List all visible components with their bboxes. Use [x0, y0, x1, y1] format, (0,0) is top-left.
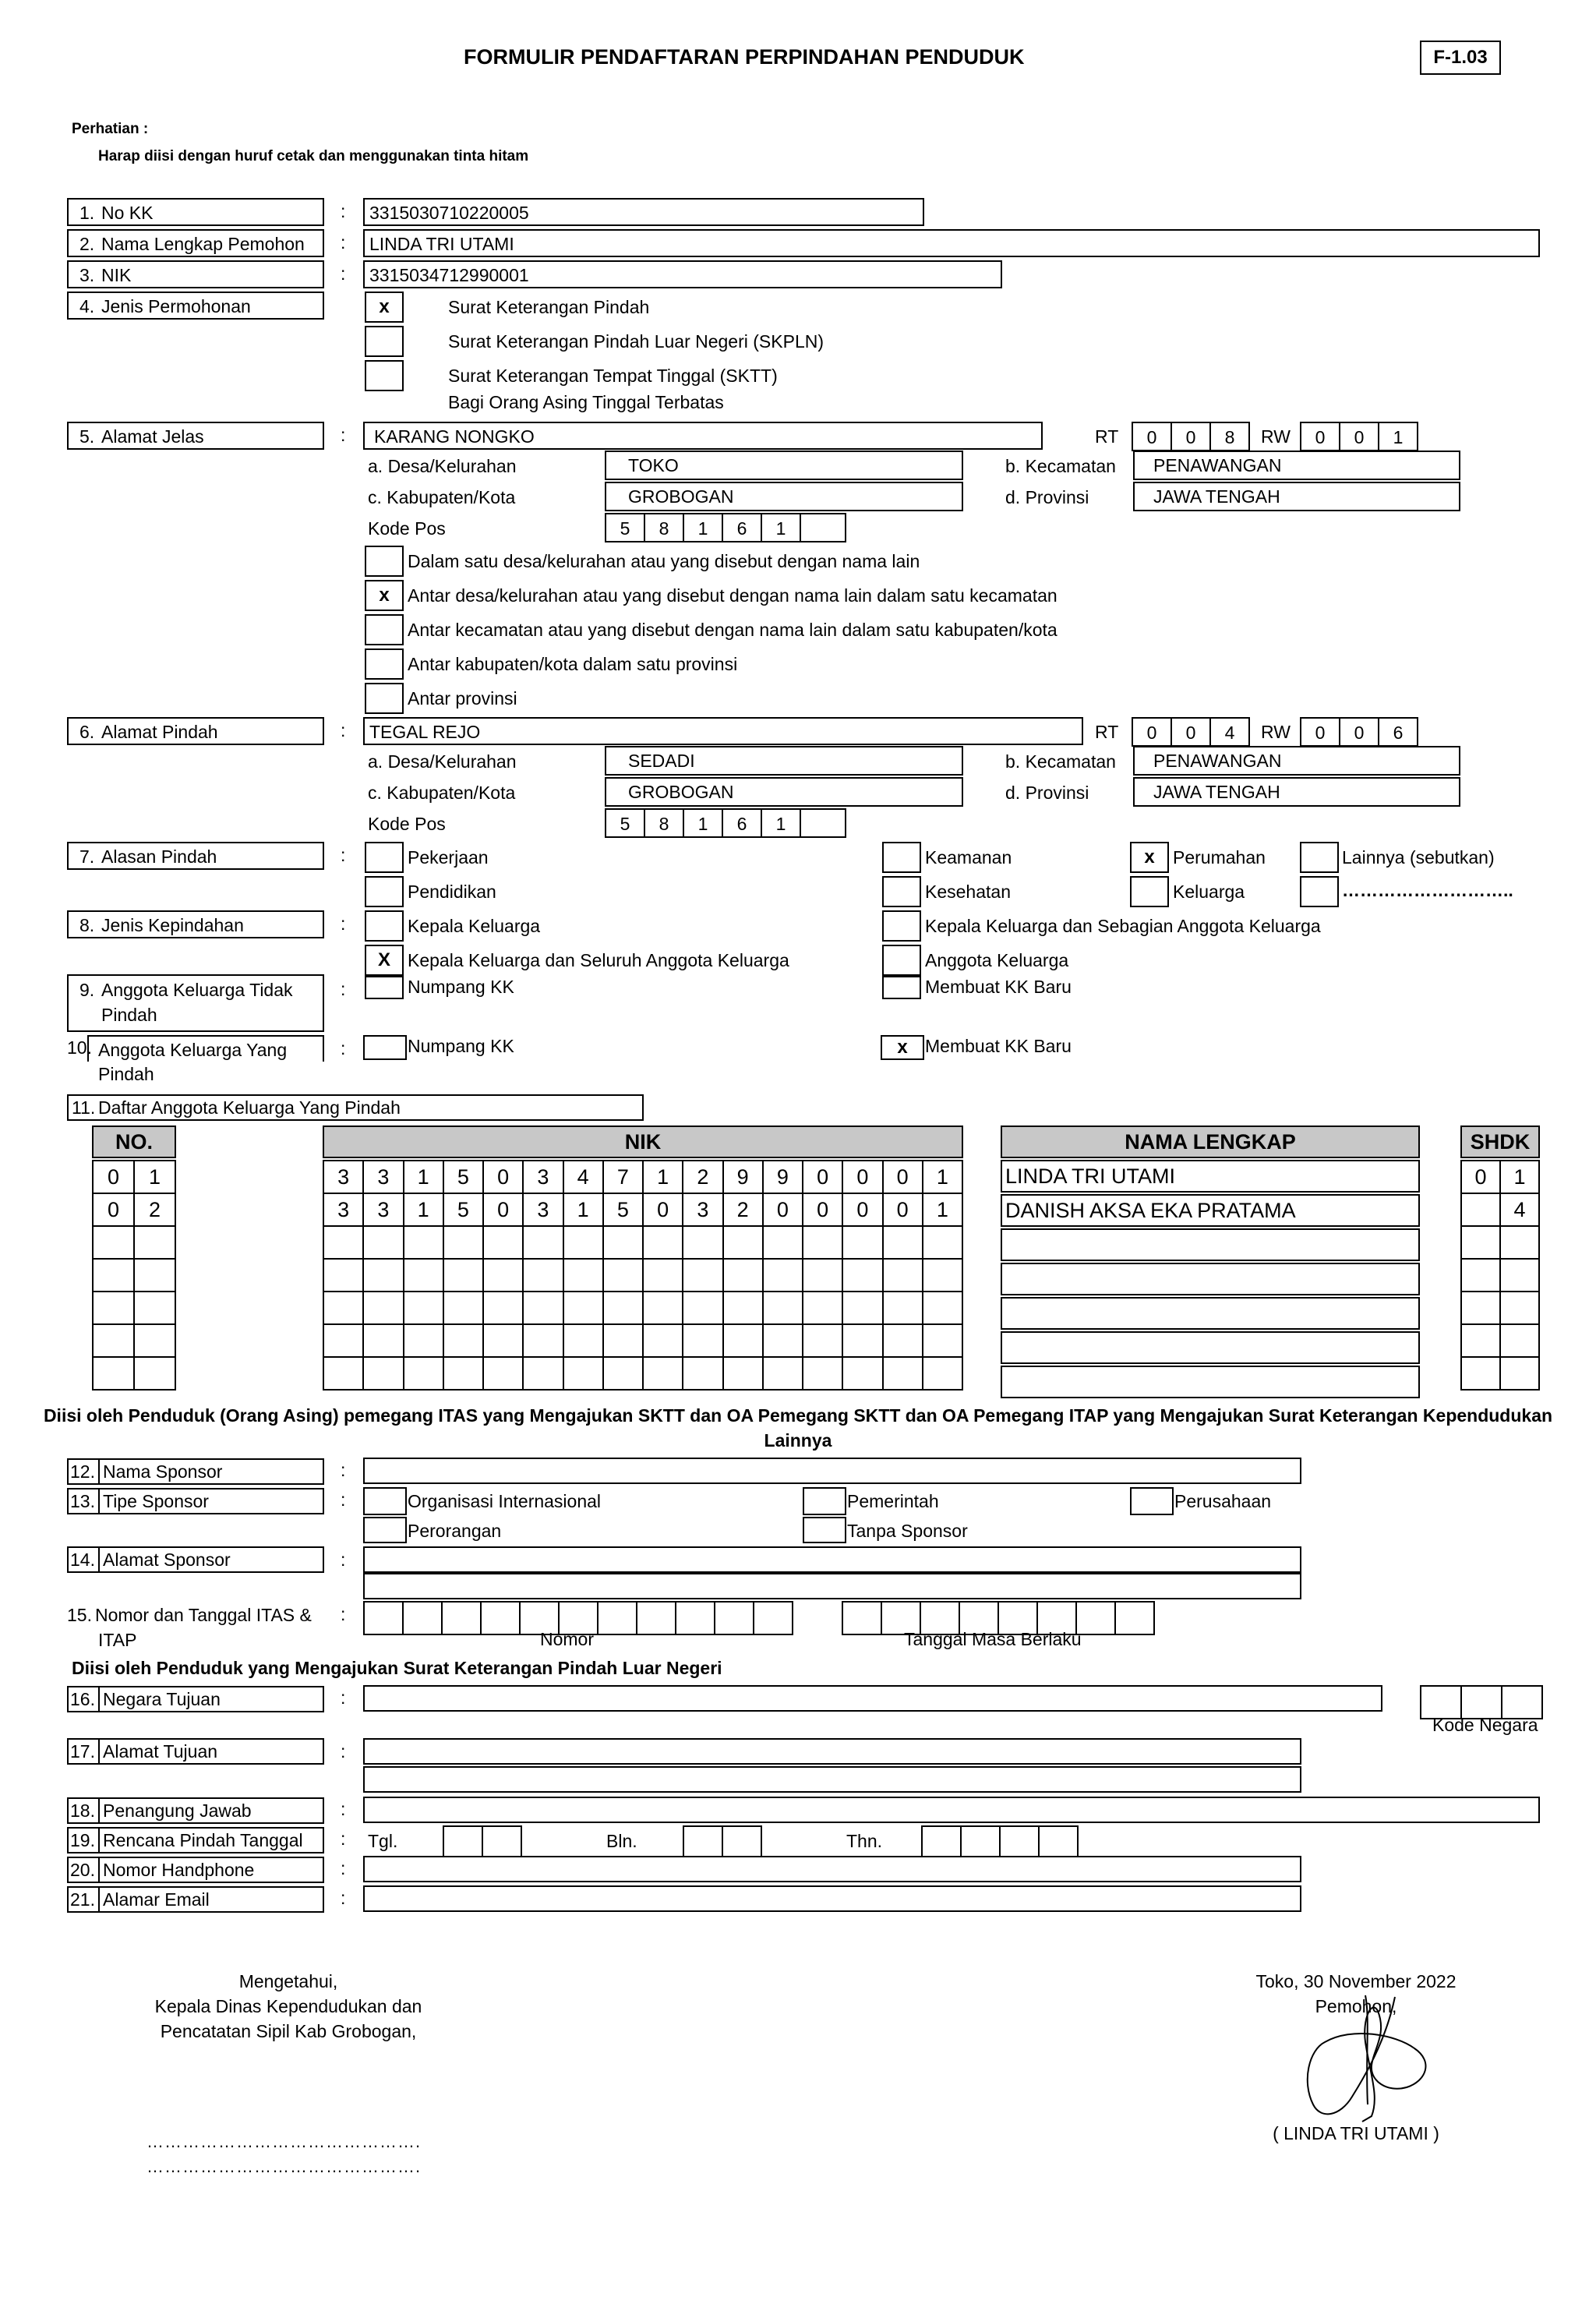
provinsi-field[interactable]: JAWA TENGAH: [1133, 482, 1460, 511]
rt-digit[interactable]: 8: [1209, 422, 1250, 451]
table-header-no: NO.: [92, 1125, 176, 1158]
option-organisasi: Organisasi Internasional: [408, 1491, 602, 1511]
kodepos-digit[interactable]: 1: [761, 513, 801, 542]
klasifikasi-option: Antar desa/kelurahan atau yang disebut dengan nama lain dalam satu kecamatan: [408, 585, 1058, 606]
checkbox-kk-sebagian[interactable]: [882, 910, 921, 942]
option-membuat-kk-2: Membuat KK Baru: [925, 1036, 1072, 1056]
provinsi-field[interactable]: JAWA TENGAH: [1133, 777, 1460, 807]
alamat-sponsor-field[interactable]: [363, 1546, 1301, 1573]
checkbox-numpang-kk-2[interactable]: [363, 1035, 407, 1060]
option-tanpa-sponsor: Tanpa Sponsor: [847, 1521, 968, 1541]
kodepos-digit[interactable]: [800, 513, 846, 542]
nik-field[interactable]: 3315034712990001: [363, 260, 1002, 288]
checkbox-lainnya-2[interactable]: [1300, 876, 1339, 907]
thn-label: Thn.: [846, 1831, 883, 1851]
email-field[interactable]: [363, 1885, 1301, 1912]
rt-digit[interactable]: 4: [1209, 717, 1250, 747]
kecamatan-field[interactable]: PENAWANGAN: [1133, 746, 1460, 776]
kodepos-digit[interactable]: 5: [605, 513, 645, 542]
table-row: [1461, 1324, 1539, 1357]
field-label-nomor-hp: 20. Nomor Handphone: [67, 1857, 324, 1883]
option-perusahaan: Perusahaan: [1174, 1491, 1272, 1511]
kecamatan-label: b. Kecamatan: [1005, 456, 1116, 476]
kodepos-label: Kode Pos: [368, 518, 446, 539]
bln-label: Bln.: [606, 1831, 637, 1851]
checkbox-kepindahan-2[interactable]: x: [365, 580, 404, 611]
itas-tanggal-label: Tanggal Masa Berlaku: [904, 1629, 1082, 1649]
table-nik-column: [323, 1160, 963, 1391]
field-label-alamat-pindah: 6. Alamat Pindah: [67, 717, 324, 745]
alamat-tujuan-field[interactable]: [363, 1738, 1301, 1765]
table-row: [93, 1259, 175, 1292]
desa-field[interactable]: SEDADI: [605, 746, 963, 776]
option-perumahan: Perumahan: [1173, 847, 1266, 868]
field-label-jenis-kepindahan: 8. Jenis Kepindahan: [67, 910, 324, 938]
option-pemerintah: Pemerintah: [847, 1491, 939, 1511]
checkbox-pemerintah[interactable]: [803, 1487, 846, 1515]
alamat-jelas-field[interactable]: KARANG NONGKO: [363, 422, 1043, 450]
option-keluarga: Keluarga: [1173, 882, 1245, 902]
rw-digit[interactable]: 0: [1300, 717, 1340, 747]
thn-boxes[interactable]: [921, 1825, 1079, 1860]
table-row: 0 2: [93, 1193, 175, 1226]
signature-line-2: ……………………………………….: [147, 2157, 422, 2176]
option-anggota-keluarga: Anggota Keluarga: [925, 950, 1069, 970]
field-label-anggota-pindah: Anggota Keluarga Yang: [87, 1035, 324, 1062]
option-skpln: Surat Keterangan Pindah Luar Negeri (SKPLN): [448, 331, 824, 352]
table-cell-nama[interactable]: [1001, 1331, 1420, 1364]
rt-digit[interactable]: 0: [1132, 717, 1172, 747]
checkbox-membuat-kk[interactable]: [882, 976, 921, 999]
checkbox-keamanan[interactable]: [882, 842, 921, 873]
table-row: [323, 1292, 962, 1324]
desa-label: a. Desa/Kelurahan: [368, 456, 517, 476]
option-kesehatan: Kesehatan: [925, 882, 1011, 902]
signature-image: [1278, 1988, 1442, 2128]
rw-digit[interactable]: 6: [1378, 717, 1418, 747]
table-row: [93, 1324, 175, 1357]
table-row: [1461, 1226, 1539, 1259]
checkbox-surat-pindah[interactable]: x: [365, 292, 404, 323]
form-code: F-1.03: [1420, 41, 1501, 75]
table-row: 4: [1461, 1193, 1539, 1226]
table-row: [323, 1226, 962, 1259]
checkbox-perorangan[interactable]: [363, 1517, 407, 1543]
table-row: [93, 1357, 175, 1390]
alamat-sponsor-field-2[interactable]: [363, 1573, 1301, 1599]
perhatian-label: Perhatian :: [72, 121, 149, 137]
table-row: [1461, 1292, 1539, 1324]
field-label-negara-tujuan: 16. Negara Tujuan: [67, 1686, 324, 1712]
kodepos-digit[interactable]: 1: [683, 513, 723, 542]
field-label-alamat-jelas: 5. Alamat Jelas: [67, 422, 324, 450]
table-row: [323, 1357, 962, 1390]
checkbox-kesehatan[interactable]: [882, 876, 921, 907]
field-label-nik: 3. NIK: [67, 260, 324, 288]
checkbox-numpang-kk[interactable]: [365, 976, 404, 999]
checkbox-kepindahan-1[interactable]: [365, 546, 404, 577]
tgl-boxes[interactable]: [443, 1825, 522, 1860]
bln-boxes[interactable]: [683, 1825, 762, 1860]
kecamatan-field[interactable]: PENAWANGAN: [1133, 451, 1460, 480]
rt-label: RT: [1095, 426, 1119, 447]
field-label-daftar-anggota: 11. Daftar Anggota Keluarga Yang Pindah: [67, 1094, 644, 1121]
desa-field[interactable]: TOKO: [605, 451, 963, 480]
table-cell-nama[interactable]: LINDA TRI UTAMI: [1001, 1160, 1420, 1193]
option-membuat-kk: Membuat KK Baru: [925, 977, 1072, 997]
rt-label: RT: [1095, 722, 1119, 742]
nama-pemohon-field[interactable]: LINDA TRI UTAMI: [363, 229, 1540, 257]
option-keamanan: Keamanan: [925, 847, 1012, 868]
field-label-alamat-sponsor: 14. Alamat Sponsor: [67, 1546, 324, 1573]
rw-label: RW: [1261, 722, 1291, 742]
rt-digit[interactable]: 0: [1132, 422, 1172, 451]
option-pendidikan: Pendidikan: [408, 882, 496, 902]
table-cell-nama[interactable]: [1001, 1263, 1420, 1295]
rw-digit[interactable]: 0: [1300, 422, 1340, 451]
option-lainnya: Lainnya (sebutkan): [1342, 847, 1495, 868]
checkbox-membuat-kk-2[interactable]: x: [881, 1035, 924, 1060]
table-cell-nama[interactable]: [1001, 1366, 1420, 1398]
option-kk-sebagian: Kepala Keluarga dan Sebagian Anggota Keluarga: [925, 916, 1321, 936]
kode-negara-label: Kode Negara: [1432, 1715, 1538, 1735]
checkbox-pendidikan[interactable]: [365, 876, 404, 907]
provinsi-label: d. Provinsi: [1005, 487, 1089, 507]
form-title: FORMULIR PENDAFTARAN PERPINDAHAN PENDUDUK: [464, 45, 1025, 69]
kodepos-digit[interactable]: 5: [605, 808, 645, 838]
kodepos-digit[interactable]: 1: [683, 808, 723, 838]
table-row: [323, 1324, 962, 1357]
kabupaten-field[interactable]: GROBOGAN: [605, 777, 963, 807]
table-row: [1461, 1357, 1539, 1390]
checkbox-skpln[interactable]: [365, 326, 404, 357]
rw-digit[interactable]: 0: [1339, 717, 1379, 747]
kabupaten-label: c. Kabupaten/Kota: [368, 487, 516, 507]
rw-digit[interactable]: 1: [1378, 422, 1418, 451]
asing-note: Diisi oleh Penduduk (Orang Asing) pemegang ITAS yang Mengajukan SKTT dan OA Pemegang SKTT dan OA Pemegang ITAP yang Mengajukan Surat Keterangan Kependudukan: [43, 1405, 1553, 1426]
field-label-anggota-pindah-2: Pindah: [98, 1064, 154, 1084]
penanggung-jawab-field[interactable]: [363, 1797, 1540, 1823]
field-label-rencana-pindah: 19. Rencana Pindah Tanggal: [67, 1827, 324, 1853]
option-numpang-kk: Numpang KK: [408, 977, 514, 997]
klasifikasi-option: Antar kabupaten/kota dalam satu provinsi: [408, 654, 738, 674]
kepala-dinas-text: Kepala Dinas Kependudukan dan: [154, 1996, 422, 2016]
checkbox-kepindahan-3[interactable]: [365, 614, 404, 645]
field-label-tipe-sponsor: 13. Tipe Sponsor: [67, 1488, 324, 1514]
option-surat-pindah: Surat Keterangan Pindah: [448, 297, 650, 317]
checkbox-perumahan[interactable]: x: [1130, 842, 1169, 873]
table-row: [93, 1292, 175, 1324]
checkbox-kepindahan-5[interactable]: [365, 683, 404, 714]
instruction-text: Harap diisi dengan huruf cetak dan menggunakan tinta hitam: [98, 148, 529, 164]
checkbox-kepala-keluarga[interactable]: [365, 910, 404, 942]
table-row: 3 3 1 5 0 3 1 5 0 3 2 0 0 0 0 1: [323, 1193, 962, 1226]
nama-sponsor-field[interactable]: [363, 1458, 1301, 1484]
table-cell-nama[interactable]: DANISH AKSA EKA PRATAMA: [1001, 1194, 1420, 1227]
checkbox-keluarga[interactable]: [1130, 876, 1169, 907]
option-sktt-note: Bagi Orang Asing Tinggal Terbatas: [448, 392, 724, 412]
checkbox-lainnya[interactable]: [1300, 842, 1339, 873]
field-label-no-kk: 1. No KK: [67, 198, 324, 226]
negara-tujuan-field[interactable]: [363, 1685, 1382, 1712]
alamat-pindah-field[interactable]: TEGAL REJO: [363, 717, 1083, 745]
checkbox-perusahaan[interactable]: [1130, 1487, 1174, 1515]
tgl-label: Tgl.: [368, 1831, 398, 1851]
checkbox-kk-seluruh[interactable]: X: [365, 945, 404, 976]
itas-nomor-label: Nomor: [540, 1629, 595, 1649]
provinsi-label: d. Provinsi: [1005, 783, 1089, 803]
place-date-text: Toko, 30 November 2022: [1255, 1971, 1457, 1991]
option-pekerjaan: Pekerjaan: [408, 847, 489, 868]
option-kepala-keluarga: Kepala Keluarga: [408, 916, 541, 936]
kecamatan-label: b. Kecamatan: [1005, 751, 1116, 772]
signature-line-1: ……………………………………….: [147, 2132, 422, 2151]
option-perorangan: Perorangan: [408, 1521, 502, 1541]
checkbox-anggota-keluarga[interactable]: [882, 945, 921, 976]
option-numpang-kk-2: Numpang KK: [408, 1036, 514, 1056]
table-row: [323, 1259, 962, 1292]
asing-note-2: Lainnya: [764, 1430, 832, 1451]
field-label-alasan-pindah: 7. Alasan Pindah: [67, 842, 324, 870]
option-kk-seluruh: Kepala Keluarga dan Seluruh Anggota Keluarga: [408, 950, 789, 970]
rw-label: RW: [1261, 426, 1291, 447]
field-label-email: 21. Alamar Email: [67, 1886, 324, 1913]
kodepos-digit[interactable]: 8: [644, 513, 684, 542]
kodepos-digit[interactable]: 8: [644, 808, 684, 838]
nomor-hp-field[interactable]: [363, 1856, 1301, 1882]
checkbox-tanpa-sponsor[interactable]: [803, 1517, 846, 1543]
kodepos-digit[interactable]: [800, 808, 846, 838]
klasifikasi-option: Antar kecamatan atau yang disebut dengan nama lain dalam satu kabupaten/kota: [408, 620, 1058, 640]
field-label-itas: 15. Nomor dan Tanggal ITAS & ITAP: [67, 1605, 312, 1650]
kabupaten-field[interactable]: GROBOGAN: [605, 482, 963, 511]
pemohon-label: Pemohon,: [1315, 1996, 1397, 2016]
field-label-alamat-tujuan: 17. Alamat Tujuan: [67, 1738, 324, 1765]
table-row: [93, 1226, 175, 1259]
field-label-penanggung-jawab: 18. Penangung Jawab: [67, 1797, 324, 1824]
table-header-nik: NIK: [323, 1125, 963, 1158]
checkbox-kepindahan-4[interactable]: [365, 648, 404, 680]
table-header-nama: NAMA LENGKAP: [1001, 1125, 1420, 1158]
rw-digit[interactable]: 0: [1339, 422, 1379, 451]
checkbox-pekerjaan[interactable]: [365, 842, 404, 873]
table-row: 0 1: [93, 1161, 175, 1193]
rt-digit[interactable]: 0: [1171, 717, 1211, 747]
kodepos-digit[interactable]: 6: [722, 513, 762, 542]
table-row: [1461, 1259, 1539, 1292]
klasifikasi-option: Dalam satu desa/kelurahan atau yang disebut dengan nama lain: [408, 551, 920, 571]
field-label-nama-sponsor: 12. Nama Sponsor: [67, 1458, 324, 1485]
checkbox-sktt[interactable]: [365, 360, 404, 391]
table-cell-nama[interactable]: [1001, 1228, 1420, 1261]
kodepos-digit[interactable]: 6: [722, 808, 762, 838]
table-row: 3 3 1 5 0 3 4 7 1 2 9 9 0 0 0 1: [323, 1161, 962, 1193]
lainnya-fill-line[interactable]: ………………………..: [1342, 880, 1513, 900]
rt-digit[interactable]: 0: [1171, 422, 1211, 451]
option-sktt: Surat Keterangan Tempat Tinggal (SKTT): [448, 366, 778, 386]
alamat-tujuan-field-2[interactable]: [363, 1766, 1301, 1793]
table-row: 0 1: [1461, 1161, 1539, 1193]
field-label-anggota-tidak-pindah: 9. Anggota Keluarga Tidak Pindah: [67, 974, 324, 1032]
mengetahui-text: Mengetahui,: [238, 1971, 338, 1991]
table-header-shdk: SHDK: [1460, 1125, 1540, 1158]
pencatatan-sipil-text: Pencatatan Sipil Kab Grobogan,: [160, 2021, 417, 2041]
desa-label: a. Desa/Kelurahan: [368, 751, 517, 772]
table-no-column: [92, 1160, 176, 1391]
klasifikasi-option: Antar provinsi: [408, 688, 517, 709]
field-label-jenis-permohonan: 4. Jenis Permohonan: [67, 292, 324, 320]
kodepos-digit[interactable]: 1: [761, 808, 801, 838]
kodepos-label: Kode Pos: [368, 814, 446, 834]
checkbox-organisasi[interactable]: [363, 1487, 407, 1515]
kabupaten-label: c. Kabupaten/Kota: [368, 783, 516, 803]
table-shdk-column: [1460, 1160, 1540, 1391]
luar-negeri-note: Diisi oleh Penduduk yang Mengajukan Surat Keterangan Pindah Luar Negeri: [72, 1658, 722, 1678]
field-label-nama-pemohon: 2. Nama Lengkap Pemohon: [67, 229, 324, 257]
no-kk-field[interactable]: 3315030710220005: [363, 198, 924, 226]
table-cell-nama[interactable]: [1001, 1297, 1420, 1330]
pemohon-name: ( LINDA TRI UTAMI ): [1273, 2123, 1439, 2143]
